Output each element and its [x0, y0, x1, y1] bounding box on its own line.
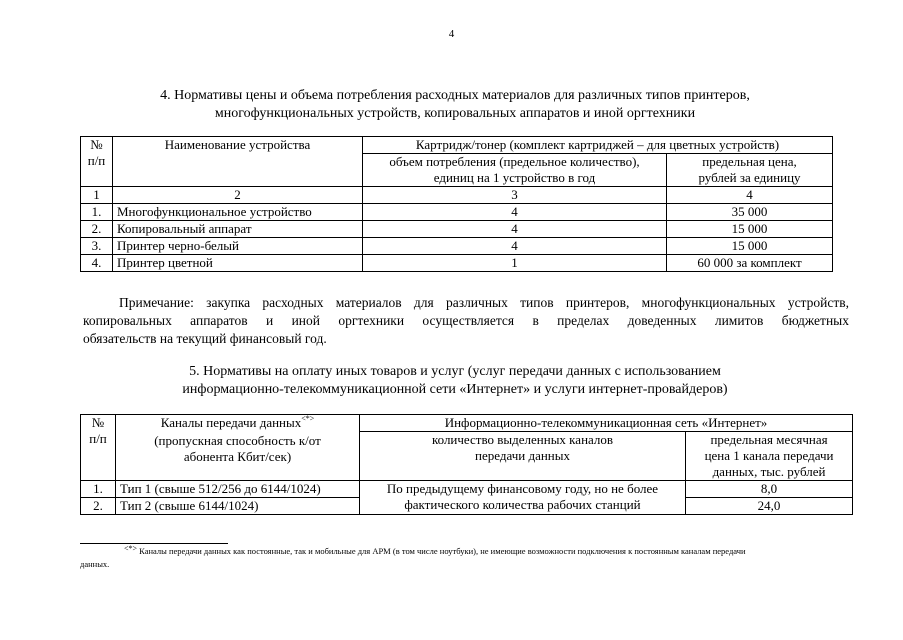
row-channel-type: Тип 1 (свыше 512/256 до 6144/1024): [116, 481, 360, 498]
row-volume: 4: [363, 204, 667, 221]
section-4-title-line-1: 4. Нормативы цены и объема потребления расходных материалов для различных типов принтеров,: [160, 88, 750, 103]
row-device-name: Многофункциональное устройство: [113, 204, 363, 221]
note-line-2: копировальных аппаратов и иной оргтехники осуществляется в пределах доведенных лимитов бюджетных: [83, 313, 849, 328]
header-device-name: Наименование устройства: [113, 137, 363, 187]
row-device-name: Принтер цветной: [113, 255, 363, 272]
row-monthly-price: 8,0: [686, 481, 853, 498]
row-channel-type: Тип 2 (свыше 6144/1024): [116, 498, 360, 515]
index-cell: 1: [81, 187, 113, 204]
header-price: предельная цена, рублей за единицу: [667, 154, 833, 187]
table-row: [81, 204, 833, 221]
header-monthly-price: предельная месячная цена 1 канала передачи данных, тыс. рублей: [686, 432, 853, 481]
section-5-title-line-2: информационно-телекоммуникационной сети «Интернет» и услуги интернет-провайдеров): [182, 382, 728, 397]
row-channel-qty: По предыдущему финансовому году, но не более фактического количества рабочих станций: [360, 481, 686, 515]
header-channel-qty: количество выделенных каналов передачи данных: [360, 432, 686, 481]
row-price: 15 000: [667, 221, 833, 238]
row-num: 1.: [81, 481, 116, 498]
internet-services-table: [80, 414, 853, 515]
row-price: 60 000 за комплект: [667, 255, 833, 272]
row-volume: 1: [363, 255, 667, 272]
row-volume: 4: [363, 238, 667, 255]
row-monthly-price: 24,0: [686, 498, 853, 515]
footnote: [80, 545, 850, 570]
note-line-1: Примечание: закупка расходных материалов для различных типов принтеров, многофункциональных устройств,: [119, 295, 849, 310]
row-num: 2.: [81, 498, 116, 515]
header-channels: Каналы передачи данных<*> (пропускная способность к/от абонента Кбит/сек): [116, 415, 360, 481]
section-4-title-line-2: многофункциональных устройств, копировальных аппаратов и иной оргтехники: [214, 106, 696, 121]
row-volume: 4: [363, 221, 667, 238]
row-num: 3.: [81, 238, 113, 255]
footnote-marker: <*>: [301, 414, 315, 423]
row-price: 15 000: [667, 238, 833, 255]
section-5-title-line-1: 5. Нормативы на оплату иных товаров и услуг (услуг передачи данных с использованием: [189, 364, 721, 379]
table-header-row: [81, 137, 833, 154]
index-cell: 4: [667, 187, 833, 204]
footnote-marker: <*>: [124, 544, 138, 553]
table-row: [81, 238, 833, 255]
note-line-3: обязательств на текущий финансовый год.: [83, 331, 327, 346]
header-volume: объем потребления (предельное количество), единиц на 1 устройство в год: [363, 154, 667, 187]
section-4-note: [83, 294, 849, 348]
consumables-table: [80, 136, 833, 272]
row-device-name: Принтер черно-белый: [113, 238, 363, 255]
row-num: 2.: [81, 221, 113, 238]
section-5-title: [60, 363, 850, 399]
table-index-row: [81, 187, 833, 204]
index-cell: 2: [113, 187, 363, 204]
table-row: [81, 221, 833, 238]
row-num: 4.: [81, 255, 113, 272]
table-row: [81, 255, 833, 272]
footnote-text-line-2: данных.: [80, 559, 110, 569]
page-number: 4: [448, 28, 455, 40]
footnote-text-line-1: Каналы передачи данных как постоянные, так и мобильные для АРМ (в том числе ноутбуки), не имеющие возможности подключения к постоянным каналам передачи: [139, 546, 746, 556]
section-4-title: [60, 87, 850, 123]
row-price: 35 000: [667, 204, 833, 221]
index-cell: 3: [363, 187, 667, 204]
row-device-name: Копировальный аппарат: [113, 221, 363, 238]
table-row: [81, 481, 853, 498]
table-header-row: [81, 415, 853, 432]
row-num: 1.: [81, 204, 113, 221]
header-cartridge-group: Картридж/тонер (комплект картриджей – для цветных устройств): [363, 137, 833, 154]
header-internet-group: Информационно-телекоммуникационная сеть «Интернет»: [360, 415, 853, 432]
header-num: № п/п: [81, 137, 113, 187]
header-num: № п/п: [81, 415, 116, 481]
